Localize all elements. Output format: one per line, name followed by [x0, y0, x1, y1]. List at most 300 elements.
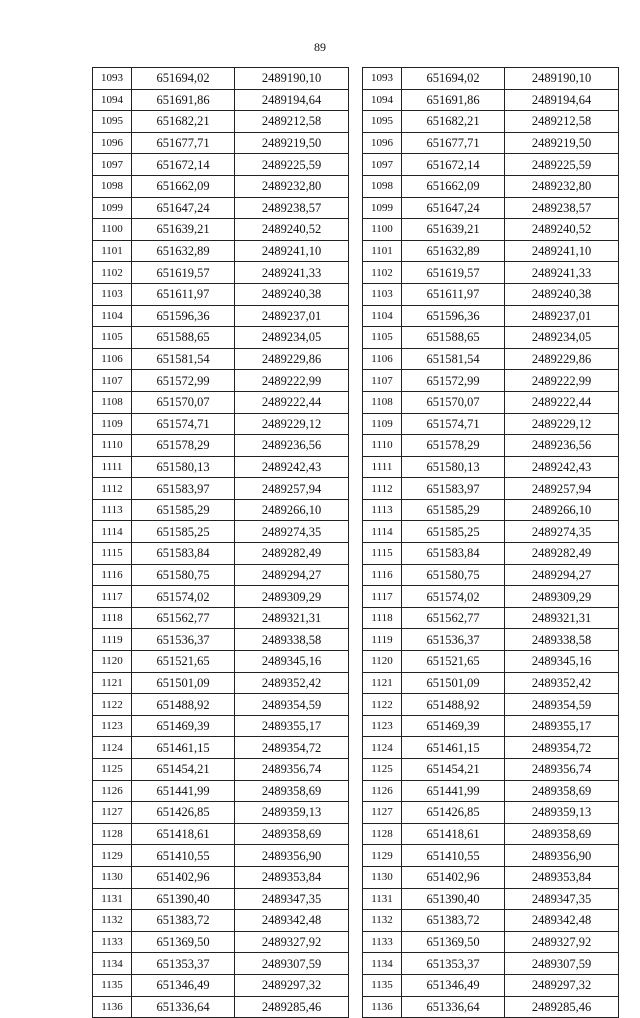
x-coordinate-cell: 651585,25 [402, 521, 505, 543]
point-number-cell: 1126 [93, 780, 132, 802]
x-coordinate-cell: 651583,84 [132, 543, 235, 565]
point-number-cell: 1129 [93, 845, 132, 867]
x-coordinate-cell: 651647,24 [402, 197, 505, 219]
x-coordinate-cell: 651441,99 [402, 780, 505, 802]
table-row [363, 780, 619, 802]
y-coordinate-cell: 2489190,10 [235, 68, 349, 90]
point-number-cell: 1122 [93, 694, 132, 716]
y-coordinate-cell: 2489359,13 [235, 802, 349, 824]
y-coordinate-cell: 2489274,35 [235, 521, 349, 543]
table-row [363, 802, 619, 824]
table-row [363, 521, 619, 543]
y-coordinate-cell: 2489355,17 [505, 715, 619, 737]
point-number-cell: 1117 [93, 586, 132, 608]
table-row [363, 370, 619, 392]
x-coordinate-cell: 651574,71 [132, 413, 235, 435]
point-number-cell: 1131 [93, 888, 132, 910]
y-coordinate-cell: 2489354,59 [505, 694, 619, 716]
point-number-cell: 1112 [93, 478, 132, 500]
x-coordinate-cell: 651662,09 [132, 175, 235, 197]
point-number-cell: 1125 [363, 759, 402, 781]
point-number-cell: 1119 [363, 629, 402, 651]
point-number-cell: 1135 [93, 974, 132, 996]
y-coordinate-cell: 2489297,32 [235, 974, 349, 996]
table-row [363, 348, 619, 370]
y-coordinate-cell: 2489352,42 [235, 672, 349, 694]
point-number-cell: 1104 [363, 305, 402, 327]
point-number-cell: 1119 [93, 629, 132, 651]
x-coordinate-cell: 651488,92 [132, 694, 235, 716]
y-coordinate-cell: 2489240,38 [505, 283, 619, 305]
x-coordinate-cell: 651441,99 [132, 780, 235, 802]
table-row [93, 175, 349, 197]
y-coordinate-cell: 2489354,72 [505, 737, 619, 759]
coordinates-table-right [362, 67, 619, 1018]
table-row [93, 564, 349, 586]
point-number-cell: 1101 [363, 240, 402, 262]
point-number-cell: 1128 [363, 823, 402, 845]
table-row [363, 564, 619, 586]
x-coordinate-cell: 651402,96 [132, 866, 235, 888]
point-number-cell: 1093 [363, 68, 402, 90]
table-row [363, 413, 619, 435]
y-coordinate-cell: 2489345,16 [235, 651, 349, 673]
y-coordinate-cell: 2489294,27 [505, 564, 619, 586]
table-row [363, 89, 619, 111]
y-coordinate-cell: 2489358,69 [235, 823, 349, 845]
point-number-cell: 1121 [363, 672, 402, 694]
point-number-cell: 1095 [93, 111, 132, 133]
table-row [93, 823, 349, 845]
y-coordinate-cell: 2489342,48 [235, 910, 349, 932]
table-row [93, 910, 349, 932]
x-coordinate-cell: 651585,29 [402, 499, 505, 521]
y-coordinate-cell: 2489238,57 [505, 197, 619, 219]
y-coordinate-cell: 2489241,10 [505, 240, 619, 262]
x-coordinate-cell: 651390,40 [402, 888, 505, 910]
y-coordinate-cell: 2489356,74 [235, 759, 349, 781]
x-coordinate-cell: 651639,21 [132, 219, 235, 241]
table-row [93, 456, 349, 478]
table-row [363, 175, 619, 197]
x-coordinate-cell: 651662,09 [402, 175, 505, 197]
y-coordinate-cell: 2489257,94 [235, 478, 349, 500]
table-row [363, 499, 619, 521]
x-coordinate-cell: 651383,72 [402, 910, 505, 932]
x-coordinate-cell: 651426,85 [402, 802, 505, 824]
x-coordinate-cell: 651410,55 [402, 845, 505, 867]
y-coordinate-cell: 2489229,12 [235, 413, 349, 435]
point-number-cell: 1131 [363, 888, 402, 910]
x-coordinate-cell: 651369,50 [402, 931, 505, 953]
point-number-cell: 1134 [93, 953, 132, 975]
y-coordinate-cell: 2489234,05 [235, 327, 349, 349]
x-coordinate-cell: 651536,37 [132, 629, 235, 651]
x-coordinate-cell: 651581,54 [132, 348, 235, 370]
table-row [93, 154, 349, 176]
point-number-cell: 1100 [93, 219, 132, 241]
y-coordinate-cell: 2489354,72 [235, 737, 349, 759]
y-coordinate-cell: 2489229,12 [505, 413, 619, 435]
table-row [93, 651, 349, 673]
x-coordinate-cell: 651580,13 [402, 456, 505, 478]
x-coordinate-cell: 651596,36 [132, 305, 235, 327]
table-row [363, 931, 619, 953]
y-coordinate-cell: 2489242,43 [235, 456, 349, 478]
point-number-cell: 1109 [93, 413, 132, 435]
table-row [363, 456, 619, 478]
table-row [93, 305, 349, 327]
x-coordinate-cell: 651583,97 [132, 478, 235, 500]
y-coordinate-cell: 2489353,84 [235, 866, 349, 888]
table-row [93, 478, 349, 500]
point-number-cell: 1114 [93, 521, 132, 543]
y-coordinate-cell: 2489257,94 [505, 478, 619, 500]
table-row [93, 672, 349, 694]
point-number-cell: 1113 [363, 499, 402, 521]
point-number-cell: 1123 [363, 715, 402, 737]
y-coordinate-cell: 2489352,42 [505, 672, 619, 694]
y-coordinate-cell: 2489285,46 [505, 996, 619, 1018]
y-coordinate-cell: 2489266,10 [505, 499, 619, 521]
point-number-cell: 1132 [363, 910, 402, 932]
point-number-cell: 1098 [93, 175, 132, 197]
point-number-cell: 1104 [93, 305, 132, 327]
table-row [93, 888, 349, 910]
y-coordinate-cell: 2489219,50 [235, 132, 349, 154]
table-row [93, 262, 349, 284]
table-row [363, 672, 619, 694]
table-row [363, 154, 619, 176]
x-coordinate-cell: 651469,39 [402, 715, 505, 737]
x-coordinate-cell: 651694,02 [402, 68, 505, 90]
point-number-cell: 1115 [93, 543, 132, 565]
table-row [363, 974, 619, 996]
y-coordinate-cell: 2489222,44 [235, 391, 349, 413]
y-coordinate-cell: 2489222,99 [235, 370, 349, 392]
x-coordinate-cell: 651353,37 [132, 953, 235, 975]
table-row [93, 219, 349, 241]
table-row [93, 866, 349, 888]
point-number-cell: 1103 [363, 283, 402, 305]
table-row [363, 845, 619, 867]
point-number-cell: 1116 [363, 564, 402, 586]
table-row [93, 607, 349, 629]
table-row [363, 197, 619, 219]
point-number-cell: 1127 [363, 802, 402, 824]
y-coordinate-cell: 2489236,56 [505, 435, 619, 457]
point-number-cell: 1100 [363, 219, 402, 241]
x-coordinate-cell: 651691,86 [132, 89, 235, 111]
y-coordinate-cell: 2489266,10 [235, 499, 349, 521]
point-number-cell: 1103 [93, 283, 132, 305]
x-coordinate-cell: 651383,72 [132, 910, 235, 932]
point-number-cell: 1110 [93, 435, 132, 457]
y-coordinate-cell: 2489232,80 [505, 175, 619, 197]
point-number-cell: 1130 [93, 866, 132, 888]
x-coordinate-cell: 651632,89 [402, 240, 505, 262]
y-coordinate-cell: 2489190,10 [505, 68, 619, 90]
x-coordinate-cell: 651578,29 [132, 435, 235, 457]
x-coordinate-cell: 651583,84 [402, 543, 505, 565]
x-coordinate-cell: 651488,92 [402, 694, 505, 716]
y-coordinate-cell: 2489240,52 [235, 219, 349, 241]
x-coordinate-cell: 651583,97 [402, 478, 505, 500]
y-coordinate-cell: 2489222,44 [505, 391, 619, 413]
y-coordinate-cell: 2489225,59 [235, 154, 349, 176]
x-coordinate-cell: 651647,24 [132, 197, 235, 219]
x-coordinate-cell: 651585,29 [132, 499, 235, 521]
x-coordinate-cell: 651588,65 [132, 327, 235, 349]
point-number-cell: 1135 [363, 974, 402, 996]
y-coordinate-cell: 2489294,27 [235, 564, 349, 586]
table-row [363, 651, 619, 673]
point-number-cell: 1102 [93, 262, 132, 284]
y-coordinate-cell: 2489355,17 [235, 715, 349, 737]
point-number-cell: 1109 [363, 413, 402, 435]
y-coordinate-cell: 2489234,05 [505, 327, 619, 349]
y-coordinate-cell: 2489222,99 [505, 370, 619, 392]
table-row [363, 305, 619, 327]
point-number-cell: 1120 [93, 651, 132, 673]
table-row [363, 478, 619, 500]
point-number-cell: 1127 [93, 802, 132, 824]
x-coordinate-cell: 651682,21 [402, 111, 505, 133]
x-coordinate-cell: 651390,40 [132, 888, 235, 910]
y-coordinate-cell: 2489347,35 [505, 888, 619, 910]
y-coordinate-cell: 2489338,58 [505, 629, 619, 651]
y-coordinate-cell: 2489358,69 [235, 780, 349, 802]
point-number-cell: 1098 [363, 175, 402, 197]
y-coordinate-cell: 2489274,35 [505, 521, 619, 543]
page-number: 89 [314, 40, 326, 54]
point-number-cell: 1128 [93, 823, 132, 845]
x-coordinate-cell: 651570,07 [132, 391, 235, 413]
y-coordinate-cell: 2489241,33 [505, 262, 619, 284]
x-coordinate-cell: 651580,75 [132, 564, 235, 586]
y-coordinate-cell: 2489212,58 [505, 111, 619, 133]
table-row [93, 694, 349, 716]
x-coordinate-cell: 651694,02 [132, 68, 235, 90]
y-coordinate-cell: 2489358,69 [505, 780, 619, 802]
point-number-cell: 1125 [93, 759, 132, 781]
x-coordinate-cell: 651574,02 [402, 586, 505, 608]
y-coordinate-cell: 2489338,58 [235, 629, 349, 651]
table-row [93, 931, 349, 953]
table-row [363, 132, 619, 154]
point-number-cell: 1122 [363, 694, 402, 716]
y-coordinate-cell: 2489321,31 [235, 607, 349, 629]
x-coordinate-cell: 651562,77 [132, 607, 235, 629]
table-row [363, 68, 619, 90]
point-number-cell: 1133 [93, 931, 132, 953]
x-coordinate-cell: 651426,85 [132, 802, 235, 824]
point-number-cell: 1132 [93, 910, 132, 932]
point-number-cell: 1096 [363, 132, 402, 154]
y-coordinate-cell: 2489282,49 [235, 543, 349, 565]
y-coordinate-cell: 2489327,92 [505, 931, 619, 953]
y-coordinate-cell: 2489236,56 [235, 435, 349, 457]
table-row [93, 68, 349, 90]
table-row [363, 219, 619, 241]
y-coordinate-cell: 2489240,52 [505, 219, 619, 241]
point-number-cell: 1130 [363, 866, 402, 888]
x-coordinate-cell: 651369,50 [132, 931, 235, 953]
y-coordinate-cell: 2489342,48 [505, 910, 619, 932]
table-row [363, 586, 619, 608]
point-number-cell: 1106 [93, 348, 132, 370]
x-coordinate-cell: 651570,07 [402, 391, 505, 413]
table-row [93, 543, 349, 565]
point-number-cell: 1112 [363, 478, 402, 500]
table-row [93, 327, 349, 349]
x-coordinate-cell: 651521,65 [402, 651, 505, 673]
table-row [363, 888, 619, 910]
x-coordinate-cell: 651572,99 [132, 370, 235, 392]
table-row [93, 780, 349, 802]
y-coordinate-cell: 2489285,46 [235, 996, 349, 1018]
y-coordinate-cell: 2489241,33 [235, 262, 349, 284]
table-row [363, 262, 619, 284]
y-coordinate-cell: 2489356,90 [235, 845, 349, 867]
x-coordinate-cell: 651402,96 [402, 866, 505, 888]
y-coordinate-cell: 2489194,64 [505, 89, 619, 111]
table-row [363, 629, 619, 651]
y-coordinate-cell: 2489309,29 [235, 586, 349, 608]
y-coordinate-cell: 2489356,90 [505, 845, 619, 867]
x-coordinate-cell: 651461,15 [402, 737, 505, 759]
table-row [93, 629, 349, 651]
y-coordinate-cell: 2489237,01 [235, 305, 349, 327]
y-coordinate-cell: 2489225,59 [505, 154, 619, 176]
x-coordinate-cell: 651691,86 [402, 89, 505, 111]
y-coordinate-cell: 2489307,59 [235, 953, 349, 975]
table-row [363, 823, 619, 845]
point-number-cell: 1118 [93, 607, 132, 629]
table-row [93, 89, 349, 111]
table-row [363, 953, 619, 975]
table-row [363, 910, 619, 932]
y-coordinate-cell: 2489356,74 [505, 759, 619, 781]
table-row [93, 759, 349, 781]
y-coordinate-cell: 2489359,13 [505, 802, 619, 824]
x-coordinate-cell: 651336,64 [402, 996, 505, 1018]
point-number-cell: 1133 [363, 931, 402, 953]
x-coordinate-cell: 651639,21 [402, 219, 505, 241]
x-coordinate-cell: 651572,99 [402, 370, 505, 392]
y-coordinate-cell: 2489194,64 [235, 89, 349, 111]
table-row [93, 197, 349, 219]
table-row [363, 715, 619, 737]
table-row [363, 759, 619, 781]
table-row [93, 996, 349, 1018]
point-number-cell: 1108 [93, 391, 132, 413]
point-number-cell: 1096 [93, 132, 132, 154]
point-number-cell: 1121 [93, 672, 132, 694]
point-number-cell: 1107 [93, 370, 132, 392]
point-number-cell: 1117 [363, 586, 402, 608]
point-number-cell: 1118 [363, 607, 402, 629]
y-coordinate-cell: 2489321,31 [505, 607, 619, 629]
table-row [363, 283, 619, 305]
y-coordinate-cell: 2489229,86 [235, 348, 349, 370]
point-number-cell: 1115 [363, 543, 402, 565]
y-coordinate-cell: 2489232,80 [235, 175, 349, 197]
x-coordinate-cell: 651619,57 [402, 262, 505, 284]
table-row [93, 391, 349, 413]
table-row [363, 435, 619, 457]
point-number-cell: 1126 [363, 780, 402, 802]
point-number-cell: 1108 [363, 391, 402, 413]
point-number-cell: 1093 [93, 68, 132, 90]
table-row [93, 111, 349, 133]
x-coordinate-cell: 651619,57 [132, 262, 235, 284]
point-number-cell: 1105 [363, 327, 402, 349]
point-number-cell: 1113 [93, 499, 132, 521]
table-row [363, 240, 619, 262]
table-row [363, 327, 619, 349]
x-coordinate-cell: 651574,71 [402, 413, 505, 435]
y-coordinate-cell: 2489309,29 [505, 586, 619, 608]
x-coordinate-cell: 651461,15 [132, 737, 235, 759]
point-number-cell: 1099 [363, 197, 402, 219]
point-number-cell: 1124 [93, 737, 132, 759]
table-row [93, 348, 349, 370]
table-row [363, 111, 619, 133]
table-row [93, 953, 349, 975]
point-number-cell: 1111 [93, 456, 132, 478]
table-row [93, 435, 349, 457]
x-coordinate-cell: 651536,37 [402, 629, 505, 651]
x-coordinate-cell: 651418,61 [132, 823, 235, 845]
y-coordinate-cell: 2489219,50 [505, 132, 619, 154]
x-coordinate-cell: 651596,36 [402, 305, 505, 327]
table-row [93, 974, 349, 996]
table-row [93, 586, 349, 608]
x-coordinate-cell: 651580,13 [132, 456, 235, 478]
x-coordinate-cell: 651611,97 [402, 283, 505, 305]
x-coordinate-cell: 651521,65 [132, 651, 235, 673]
y-coordinate-cell: 2489327,92 [235, 931, 349, 953]
x-coordinate-cell: 651632,89 [132, 240, 235, 262]
table-row [93, 370, 349, 392]
x-coordinate-cell: 651469,39 [132, 715, 235, 737]
table-row [93, 802, 349, 824]
y-coordinate-cell: 2489212,58 [235, 111, 349, 133]
y-coordinate-cell: 2489240,38 [235, 283, 349, 305]
y-coordinate-cell: 2489347,35 [235, 888, 349, 910]
x-coordinate-cell: 651501,09 [402, 672, 505, 694]
point-number-cell: 1120 [363, 651, 402, 673]
point-number-cell: 1124 [363, 737, 402, 759]
table-row [93, 240, 349, 262]
table-row [363, 996, 619, 1018]
y-coordinate-cell: 2489241,10 [235, 240, 349, 262]
x-coordinate-cell: 651578,29 [402, 435, 505, 457]
point-number-cell: 1116 [93, 564, 132, 586]
x-coordinate-cell: 651588,65 [402, 327, 505, 349]
table-row [363, 391, 619, 413]
point-number-cell: 1097 [93, 154, 132, 176]
point-number-cell: 1114 [363, 521, 402, 543]
y-coordinate-cell: 2489237,01 [505, 305, 619, 327]
y-coordinate-cell: 2489354,59 [235, 694, 349, 716]
point-number-cell: 1134 [363, 953, 402, 975]
point-number-cell: 1105 [93, 327, 132, 349]
point-number-cell: 1136 [363, 996, 402, 1018]
point-number-cell: 1094 [363, 89, 402, 111]
table-row [93, 413, 349, 435]
